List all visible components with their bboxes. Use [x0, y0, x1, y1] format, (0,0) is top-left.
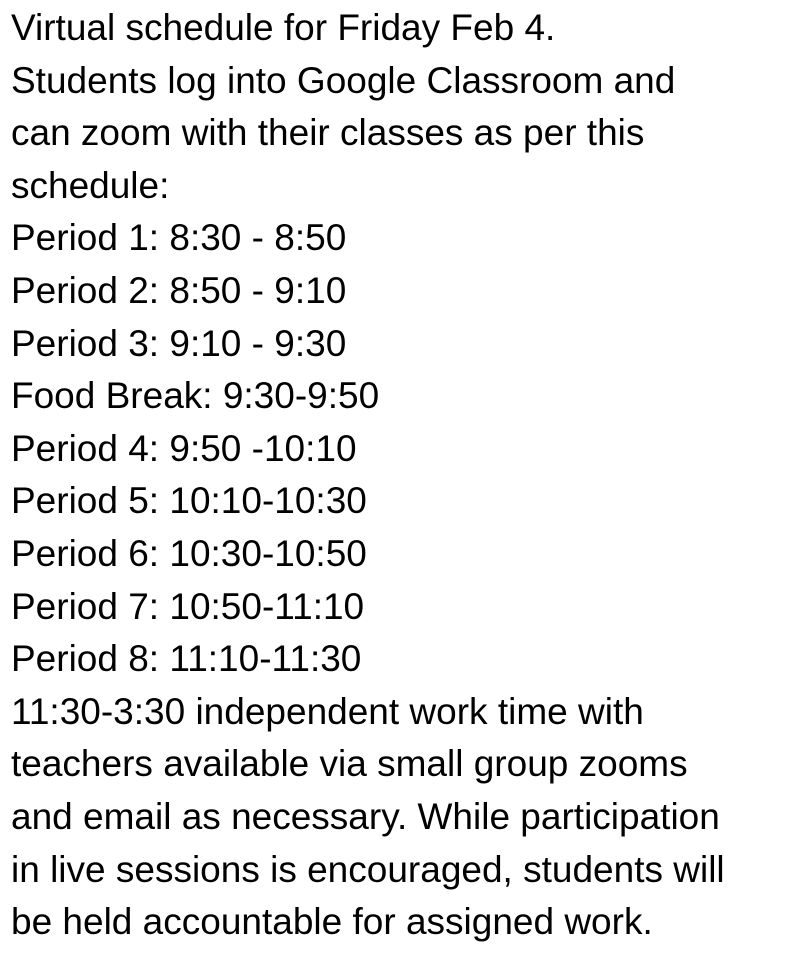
schedule-item-period-3: Period 3: 9:10 - 9:30: [11, 322, 347, 364]
schedule-item-period-6: Period 6: 10:30-10:50: [11, 532, 367, 574]
closing-line: teachers available via small group zooms: [11, 743, 688, 785]
intro-line: Virtual schedule for Friday Feb 4.: [11, 7, 556, 48]
intro-paragraph: [11, 2, 790, 212]
closing-line: be held accountable for assigned work.: [11, 901, 653, 943]
schedule-item-period-8: Period 8: 11:10-11:30: [11, 638, 362, 680]
closing-line: 11:30-3:30 independent work time with: [11, 690, 644, 732]
intro-line: Students log into Google Classroom and: [11, 59, 676, 101]
closing-line: in live sessions is encouraged, students will: [11, 848, 725, 890]
schedule-item-period-1: Period 1: 8:30 - 8:50: [11, 217, 347, 259]
schedule-item-food-break: Food Break: 9:30-9:50: [11, 375, 380, 417]
closing-paragraph: [11, 686, 790, 949]
closing-line: and email as necessary. While participation: [11, 795, 720, 837]
intro-line: can zoom with their classes as per this: [11, 112, 645, 154]
schedule-list: [11, 212, 790, 685]
schedule-item-period-5: Period 5: 10:10-10:30: [11, 480, 367, 522]
schedule-item-period-7: Period 7: 10:50-11:10: [11, 585, 365, 627]
intro-line: schedule:: [11, 164, 170, 206]
schedule-item-period-2: Period 2: 8:50 - 9:10: [11, 269, 347, 311]
schedule-item-period-4: Period 4: 9:50 -10:10: [11, 427, 357, 469]
